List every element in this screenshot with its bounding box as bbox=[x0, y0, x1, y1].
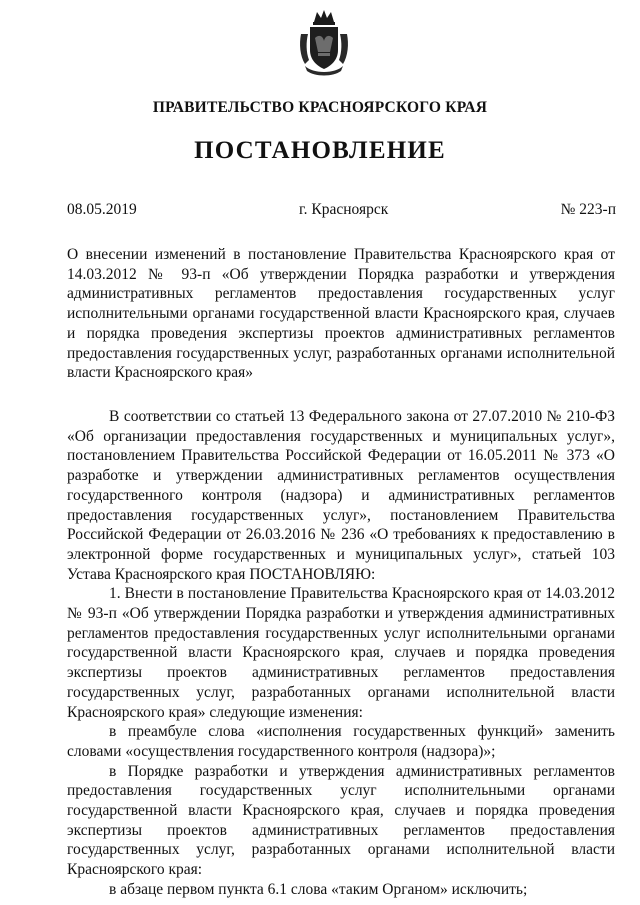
krasnoyarsk-coat-of-arms-icon bbox=[295, 8, 353, 78]
document-meta-row bbox=[67, 201, 616, 221]
body-paragraph: в Порядке разработки и утверждения административных регламентов предоставления государственных услуг исполнительными органами государственной власти Красноярского края, случаев и порядка проведения экспертизы проектов административных регламентов предоставления государственных услуг, разработанных органами исполнительной власти Красноярского края: bbox=[67, 762, 615, 879]
document-type-heading: ПОСТАНОВЛЕНИЕ bbox=[194, 137, 446, 164]
body-paragraph: 1. Внести в постановление Правительства Красноярского края от 14.03.2012 № 93-п «Об утверждении Порядка разработки и утверждения административных регламентов предоставления государственных услуг исполнительными органами государственной власти Красноярского края, случаев и порядка проведения экспертизы проектов административных регламентов предоставления государственных услуг, разработанных органами исполнительной власти Красноярского края» следующие изменения: bbox=[67, 585, 615, 721]
body-paragraph: в абзаце первом пункта 6.1 слова «таким Органом» исключить; bbox=[109, 880, 528, 898]
document-city: г. Красноярск bbox=[299, 201, 389, 218]
document-body bbox=[67, 407, 615, 900]
document-subject: О внесении изменений в постановление Правительства Красноярского края от 14.03.2012 № 93-п «Об утверждении Порядка разработки и утверждения административных регламентов предоставления государственных услуг исполнительными органами государственной власти Красноярского края, случаев и порядка проведения экспертизы проектов административных регламентов предоставления государственных услуг, разработанных органами исполнительной власти Красноярского края» bbox=[67, 246, 615, 382]
document-date: 08.05.2019 bbox=[67, 201, 137, 218]
body-paragraph: в преамбуле слова «исполнения государственных функций» заменить словами «осуществления государственного контроля (надзора)»; bbox=[67, 723, 615, 760]
government-title: ПРАВИТЕЛЬСТВО КРАСНОЯРСКОГО КРАЯ bbox=[152, 99, 488, 116]
document-number: № 223-п bbox=[560, 201, 616, 218]
body-paragraph: В соответствии со статьей 13 Федерального закона от 27.07.2010 № 210-ФЗ «Об организации предоставления государственных и муниципальных услуг», постановлением Правительства Российской Федерации от 16.05.2011 № 373 «О разработке и утверждении административных регламентов осуществления государственного контроля (надзора) и административных регламентов предоставления государственных услуг», постановлением Правительства Российской Федерации от 26.03.2016 № 236 «О требованиях к предоставлению в электронной форме государственных и муниципальных услуг», статьей 103 Устава Красноярского края ПОСТАНОВЛЯЮ: bbox=[67, 408, 615, 583]
